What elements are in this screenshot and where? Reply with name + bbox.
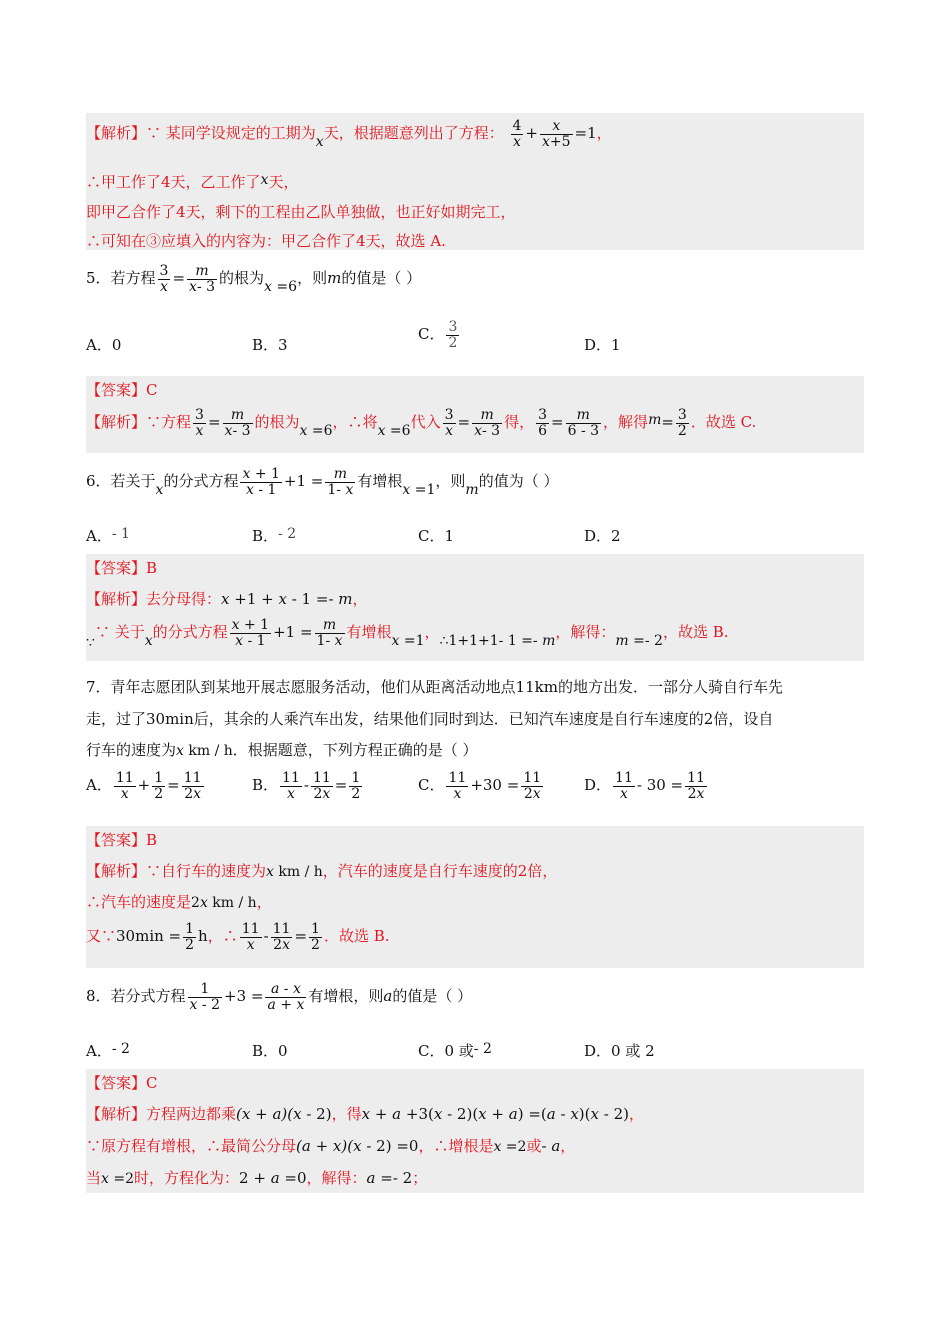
solution-line-4: ∴可知在③应填入的内容为：甲乙合作了4天，故选 A. <box>86 232 446 250</box>
answer-block-q5 <box>86 376 864 453</box>
solution-block-q4 <box>86 113 864 250</box>
q8-option-c[interactable]: C．0 或- 2 <box>418 1041 492 1060</box>
solution-line-3: 又∵30min = $\frac{1}{2}$ h，∴ $\frac{11}{x}$ - $\frac{11}{2x}$ = $\frac{1}{2}$ ．故选 B. <box>86 921 390 953</box>
answer-block-q6 <box>86 554 864 661</box>
answer-label: 【答案】C <box>86 1074 158 1092</box>
solution-line-1: 【解析】去分母得：x +1 + x - 1 =- m， <box>86 590 368 608</box>
solution-line-1: 【解析】方程两边都乘(x + a)(x - 2)，得x + a +3(x - 2)(x + a) =(a - x)(x - 2)， <box>86 1105 644 1123</box>
q5-option-b[interactable]: B．3 <box>252 336 288 354</box>
q8-option-d[interactable]: D．0 或 2 <box>584 1042 655 1060</box>
q7-option-b[interactable]: B． $\frac{11}{x}$ - $\frac{11}{2x}$ = $\frac{1}{2}$ <box>252 770 361 802</box>
question-5-stem: 5．若方程 $\frac{3}{x}$ = $\frac{m}{x- 3}$ 的根为x =6，则m的值是（ ） <box>86 263 422 296</box>
answer-label: 【答案】C <box>86 381 158 399</box>
solution-line-2: ∵原方程有增根，∴最简公分母(a + x)(x - 2) =0，∴增根是x =2或- a， <box>86 1137 576 1155</box>
q6-option-b[interactable]: B．- 2 <box>252 526 297 545</box>
answer-block-q7 <box>86 826 864 968</box>
solution-line-1: 【解析】∵自行车的速度为x km / h，汽车的速度是自行车速度的2倍， <box>86 862 558 880</box>
solution-line-2: ∴汽车的速度是2x km / h， <box>86 893 272 911</box>
question-8-stem: 8．若分式方程 $\frac{1}{x - 2}$ +3 = $\frac{a - x}{a + x}$ 有增根，则a的值是（ ） <box>86 981 473 1013</box>
answer-block-q8 <box>86 1069 864 1193</box>
question-6-stem: 6．若关于x的分式方程 $\frac{x + 1}{x - 1}$ +1 = $\frac{m}{1- x}$ 有增根x =1，则m的值为（ ） <box>86 466 559 499</box>
answer-label: 【答案】B <box>86 559 158 577</box>
solution-line-2: ∵∵ 关于x的分式方程 $\frac{x + 1}{x - 1}$ +1 = $\frac{m}{1- x}$ 有增根x =1，∴1+1+1- 1 =- m，解得：m =- 2，故选 B. <box>86 617 729 652</box>
q5-option-d[interactable]: D．1 <box>584 336 621 354</box>
q6-option-a[interactable]: A．- 1 <box>86 526 130 545</box>
question-7-line-1: 7．青年志愿团队到某地开展志愿服务活动，他们从距离活动地点11km的地方出发．一部分人骑自行车先 <box>86 678 783 696</box>
solution-line: 【解析】∵方程 $\frac{3}{x}$ = $\frac{m}{x- 3}$ 的根为x =6，∴将x =6代入 $\frac{3}{x}$ = $\frac{m}{x- 3}$ 得， $\frac{3}{6}$ = $\frac{m}{6 - 3}$ ，解得m= $\frac{3}{2}$ ．故选 C. <box>86 407 757 440</box>
answer-label: 【答案】B <box>86 831 158 849</box>
q6-option-d[interactable]: D．2 <box>584 527 621 545</box>
q5-option-c[interactable]: C． $\frac{3}{2}$ <box>418 319 458 351</box>
question-7-line-2: 走，过了30min后，其余的人乘汽车出发，结果他们同时到达．已知汽车速度是自行车速度的2倍，设自 <box>86 710 774 728</box>
q6-option-c[interactable]: C．1 <box>418 527 455 545</box>
solution-line-1: 【解析】∵ 某同学设规定的工期为x天，根据题意列出了方程： $\frac{4}{x}$ + $\frac{x}{x+5}$ =1， <box>86 118 612 151</box>
solution-line-2: ∴甲工作了4天，乙工作了x天， <box>86 172 299 191</box>
solution-line-3: 当x =2时，方程化为：2 + a =0，解得：a =- 2； <box>86 1169 428 1187</box>
q8-option-a[interactable]: A．- 2 <box>86 1041 130 1060</box>
q5-option-a[interactable]: A．0 <box>86 336 122 354</box>
question-7-line-3: 行车的速度为x km / h．根据题意，下列方程正确的是（ ） <box>86 741 478 759</box>
solution-line-3: 即甲乙合作了4天，剩下的工程由乙队单独做，也正好如期完工， <box>86 203 516 221</box>
q7-option-d[interactable]: D． $\frac{11}{x}$ - 30 = $\frac{11}{2x}$ <box>584 770 705 802</box>
q7-option-a[interactable]: A． $\frac{11}{x}$ + $\frac{1}{2}$ = $\frac{11}{2x}$ <box>86 770 202 802</box>
q7-option-c[interactable]: C． $\frac{11}{x}$ +30 = $\frac{11}{2x}$ <box>418 770 542 802</box>
q8-option-b[interactable]: B．0 <box>252 1042 288 1060</box>
